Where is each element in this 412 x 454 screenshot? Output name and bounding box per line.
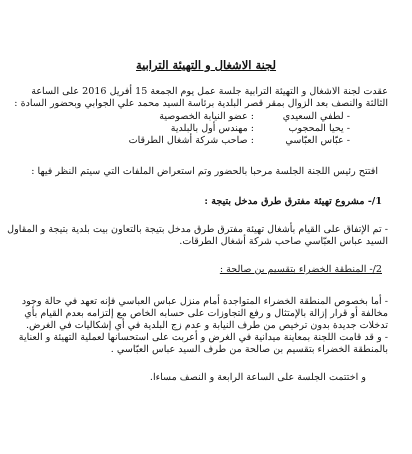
attendee-role: : مهندس أول بالبلدية <box>170 123 254 134</box>
item2-line-5: بالمنطقة الخضراء بتقسيم بن صالحة من طرف السيد عباس العبّاسي . <box>110 344 388 355</box>
attendee-name: - لطفي السعيدي <box>282 111 350 122</box>
attendee-role: : عضو النيابة الخصوصية <box>159 111 254 122</box>
item2-heading: 2/- المنطقة الخضراء بتقسيم بن صالحة : <box>219 264 382 275</box>
attendee-row <box>129 135 350 146</box>
item2-line-3: تدخلات جديدة بدون ترخيص من طرف النيابة و عدم زج البلدية في أي إشكاليات في الغرض. <box>25 320 388 331</box>
intro-line-2: الثالثة والنصف بعد الزوال بمقر قصر البلدية برئاسة السيد محمد علي الجوابي وبحضور السادة : <box>14 98 388 109</box>
item1-line-2: السيد عباس العبّاسي صاحب شركة أشغال الطرقات. <box>179 236 388 247</box>
item2-line-2: مخالفة أو قرار إزالة بالإمتثال و رفع التجاوزات على حسابه الخاص مع إلتزامه بعدم القيام بأي <box>24 308 388 319</box>
opening-paragraph: افتتح رئيس اللجنة الجلسة مرحبا بالحضور وتم استعراض الملفات التي سيتم النظر فيها : <box>31 166 378 177</box>
attendee-row <box>159 111 350 122</box>
closing-line: و اختتمت الجلسة على الساعة الرابعة و النصف مساءا. <box>149 372 366 383</box>
attendee-name: - يحيا المحجوب <box>288 123 350 134</box>
attendee-row <box>171 123 350 134</box>
item2-line-4: - و قد قامت اللجنة بمعاينة ميدانية في الغرض و أعربت على استحسانها لعملية التهيئة و العناية <box>18 332 388 343</box>
item1-heading: 1/- مشروع تهيئة مفترق طرق مدخل بتيجة : <box>204 196 382 207</box>
attendee-name: - عبّاس العبّاسي <box>285 135 350 146</box>
item2-line-1: - أما بخصوص المنطقة الخضراء المتواجدة أمام منزل عباس العباسي فإنه تعهد في حالة وجود <box>21 296 388 307</box>
item1-line-1: - تم الإتفاق على القيام بأشغال تهيئة مفترق طرق مدخل بتيجة بالتعاون بيت بلدية بتيجة و المقاول <box>7 224 388 235</box>
attendee-role: : صاحب شركة أشغال الطرقات <box>128 135 254 146</box>
intro-line-1: عقدت لجنة الاشغال و التهيئة الترابية جلسة عمل يوم الجمعة 15 أفريل 2016 على الساعة <box>31 86 388 97</box>
document-title: لجنة الاشغال و التهيئة الترابية <box>135 58 277 72</box>
